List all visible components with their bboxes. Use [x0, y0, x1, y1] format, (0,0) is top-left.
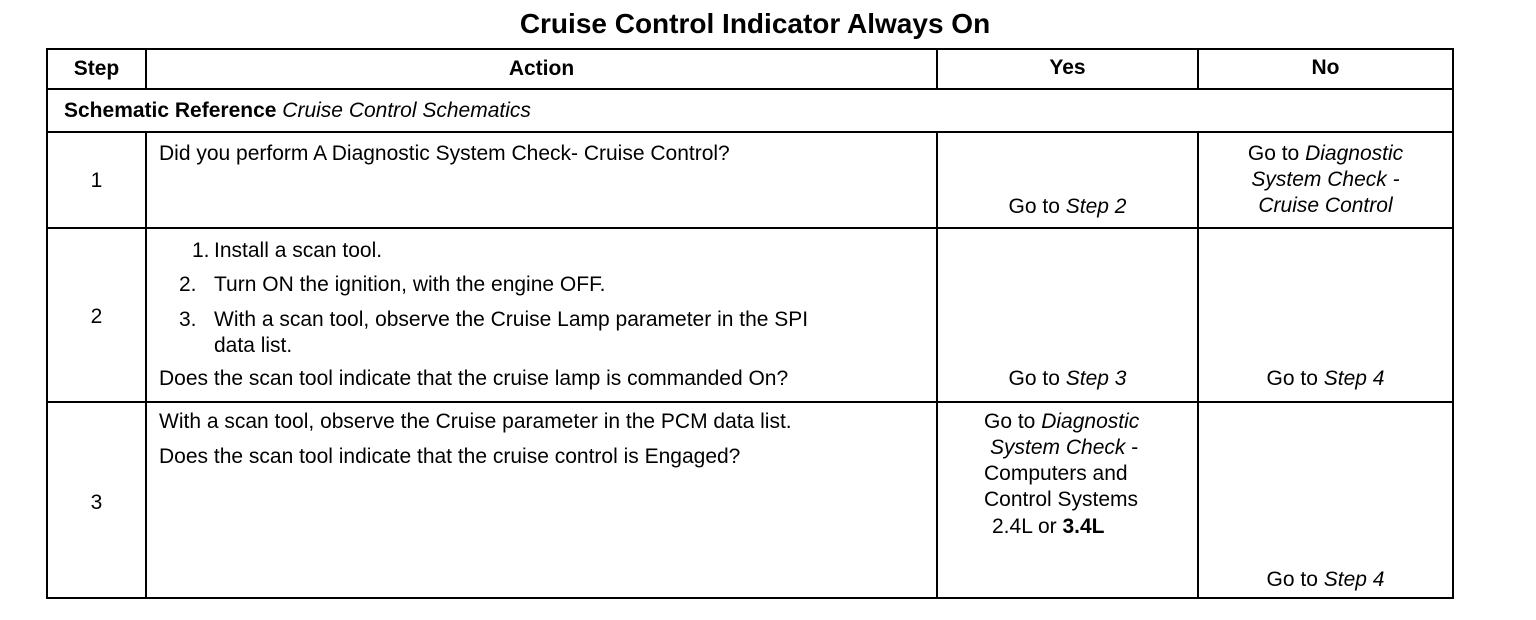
row-divider — [46, 88, 1454, 90]
yes-result: Go to Step 3 — [1008, 367, 1127, 390]
procedure-link[interactable]: Cruise Control — [1258, 194, 1393, 217]
header-no: No — [1311, 56, 1340, 79]
yes-result: Go to Step 2 — [1008, 195, 1127, 218]
action-question: Does the scan tool indicate that the cruise lamp is commanded On? — [159, 367, 789, 390]
list-item-number: 1. — [192, 239, 210, 262]
header-step: Step — [73, 57, 120, 80]
list-item-text: Install a scan tool. — [214, 239, 383, 262]
schematic-reference — [64, 98, 531, 124]
yes-result: System Check - — [990, 436, 1139, 459]
list-item-text: Turn ON the ignition, with the engine OFF. — [214, 273, 606, 296]
page-title: Cruise Control Indicator Always On — [519, 8, 991, 39]
header-yes: Yes — [1049, 56, 1086, 79]
step-number: 1 — [90, 169, 103, 192]
step-link[interactable]: Step 2 — [1065, 195, 1127, 218]
row-divider — [46, 227, 1454, 229]
no-result: Go to Diagnostic System Check - Cruise Control — [1247, 142, 1404, 217]
action-question: Did you perform A Diagnostic System Check- Cruise Control? — [159, 142, 730, 165]
yes-result-line: Control Systems — [984, 488, 1139, 511]
step-link[interactable]: Step 4 — [1323, 568, 1385, 591]
step-link[interactable]: Step 3 — [1065, 367, 1127, 390]
procedure-link[interactable]: Diagnostic — [1041, 410, 1140, 433]
row-divider — [46, 401, 1454, 403]
procedure-link[interactable]: System Check — [990, 436, 1126, 459]
header-action: Action — [508, 57, 575, 80]
row-divider — [46, 131, 1454, 133]
list-item-number: 2. — [179, 273, 197, 296]
schematic-link[interactable]: Cruise Control Schematics — [282, 99, 531, 122]
no-result: Go to Step 4 — [1266, 367, 1385, 390]
yes-result-engines: 2.4L or 3.4L — [992, 515, 1105, 538]
yes-result: Go to Diagnostic — [984, 410, 1140, 433]
procedure-link[interactable]: Diagnostic — [1305, 142, 1404, 165]
schematic-label: Schematic Reference — [64, 99, 277, 122]
step-number: 2 — [90, 305, 103, 328]
step-link[interactable]: Step 4 — [1323, 367, 1385, 390]
yes-result-line: Computers and — [984, 462, 1128, 485]
procedure-link[interactable]: System Check - — [1251, 168, 1400, 191]
column-divider-step — [145, 132, 147, 599]
no-result: Go to Step 4 — [1266, 568, 1385, 591]
action-text: With a scan tool, observe the Cruise parameter in the PCM data list. — [159, 410, 792, 433]
list-item-number: 3. — [179, 308, 197, 331]
list-item-text: data list. — [214, 334, 293, 357]
action-question: Does the scan tool indicate that the cruise control is Engaged? — [159, 445, 741, 468]
list-item-text: With a scan tool, observe the Cruise Lamp parameter in the SPI — [214, 308, 809, 331]
step-number: 3 — [90, 491, 103, 514]
